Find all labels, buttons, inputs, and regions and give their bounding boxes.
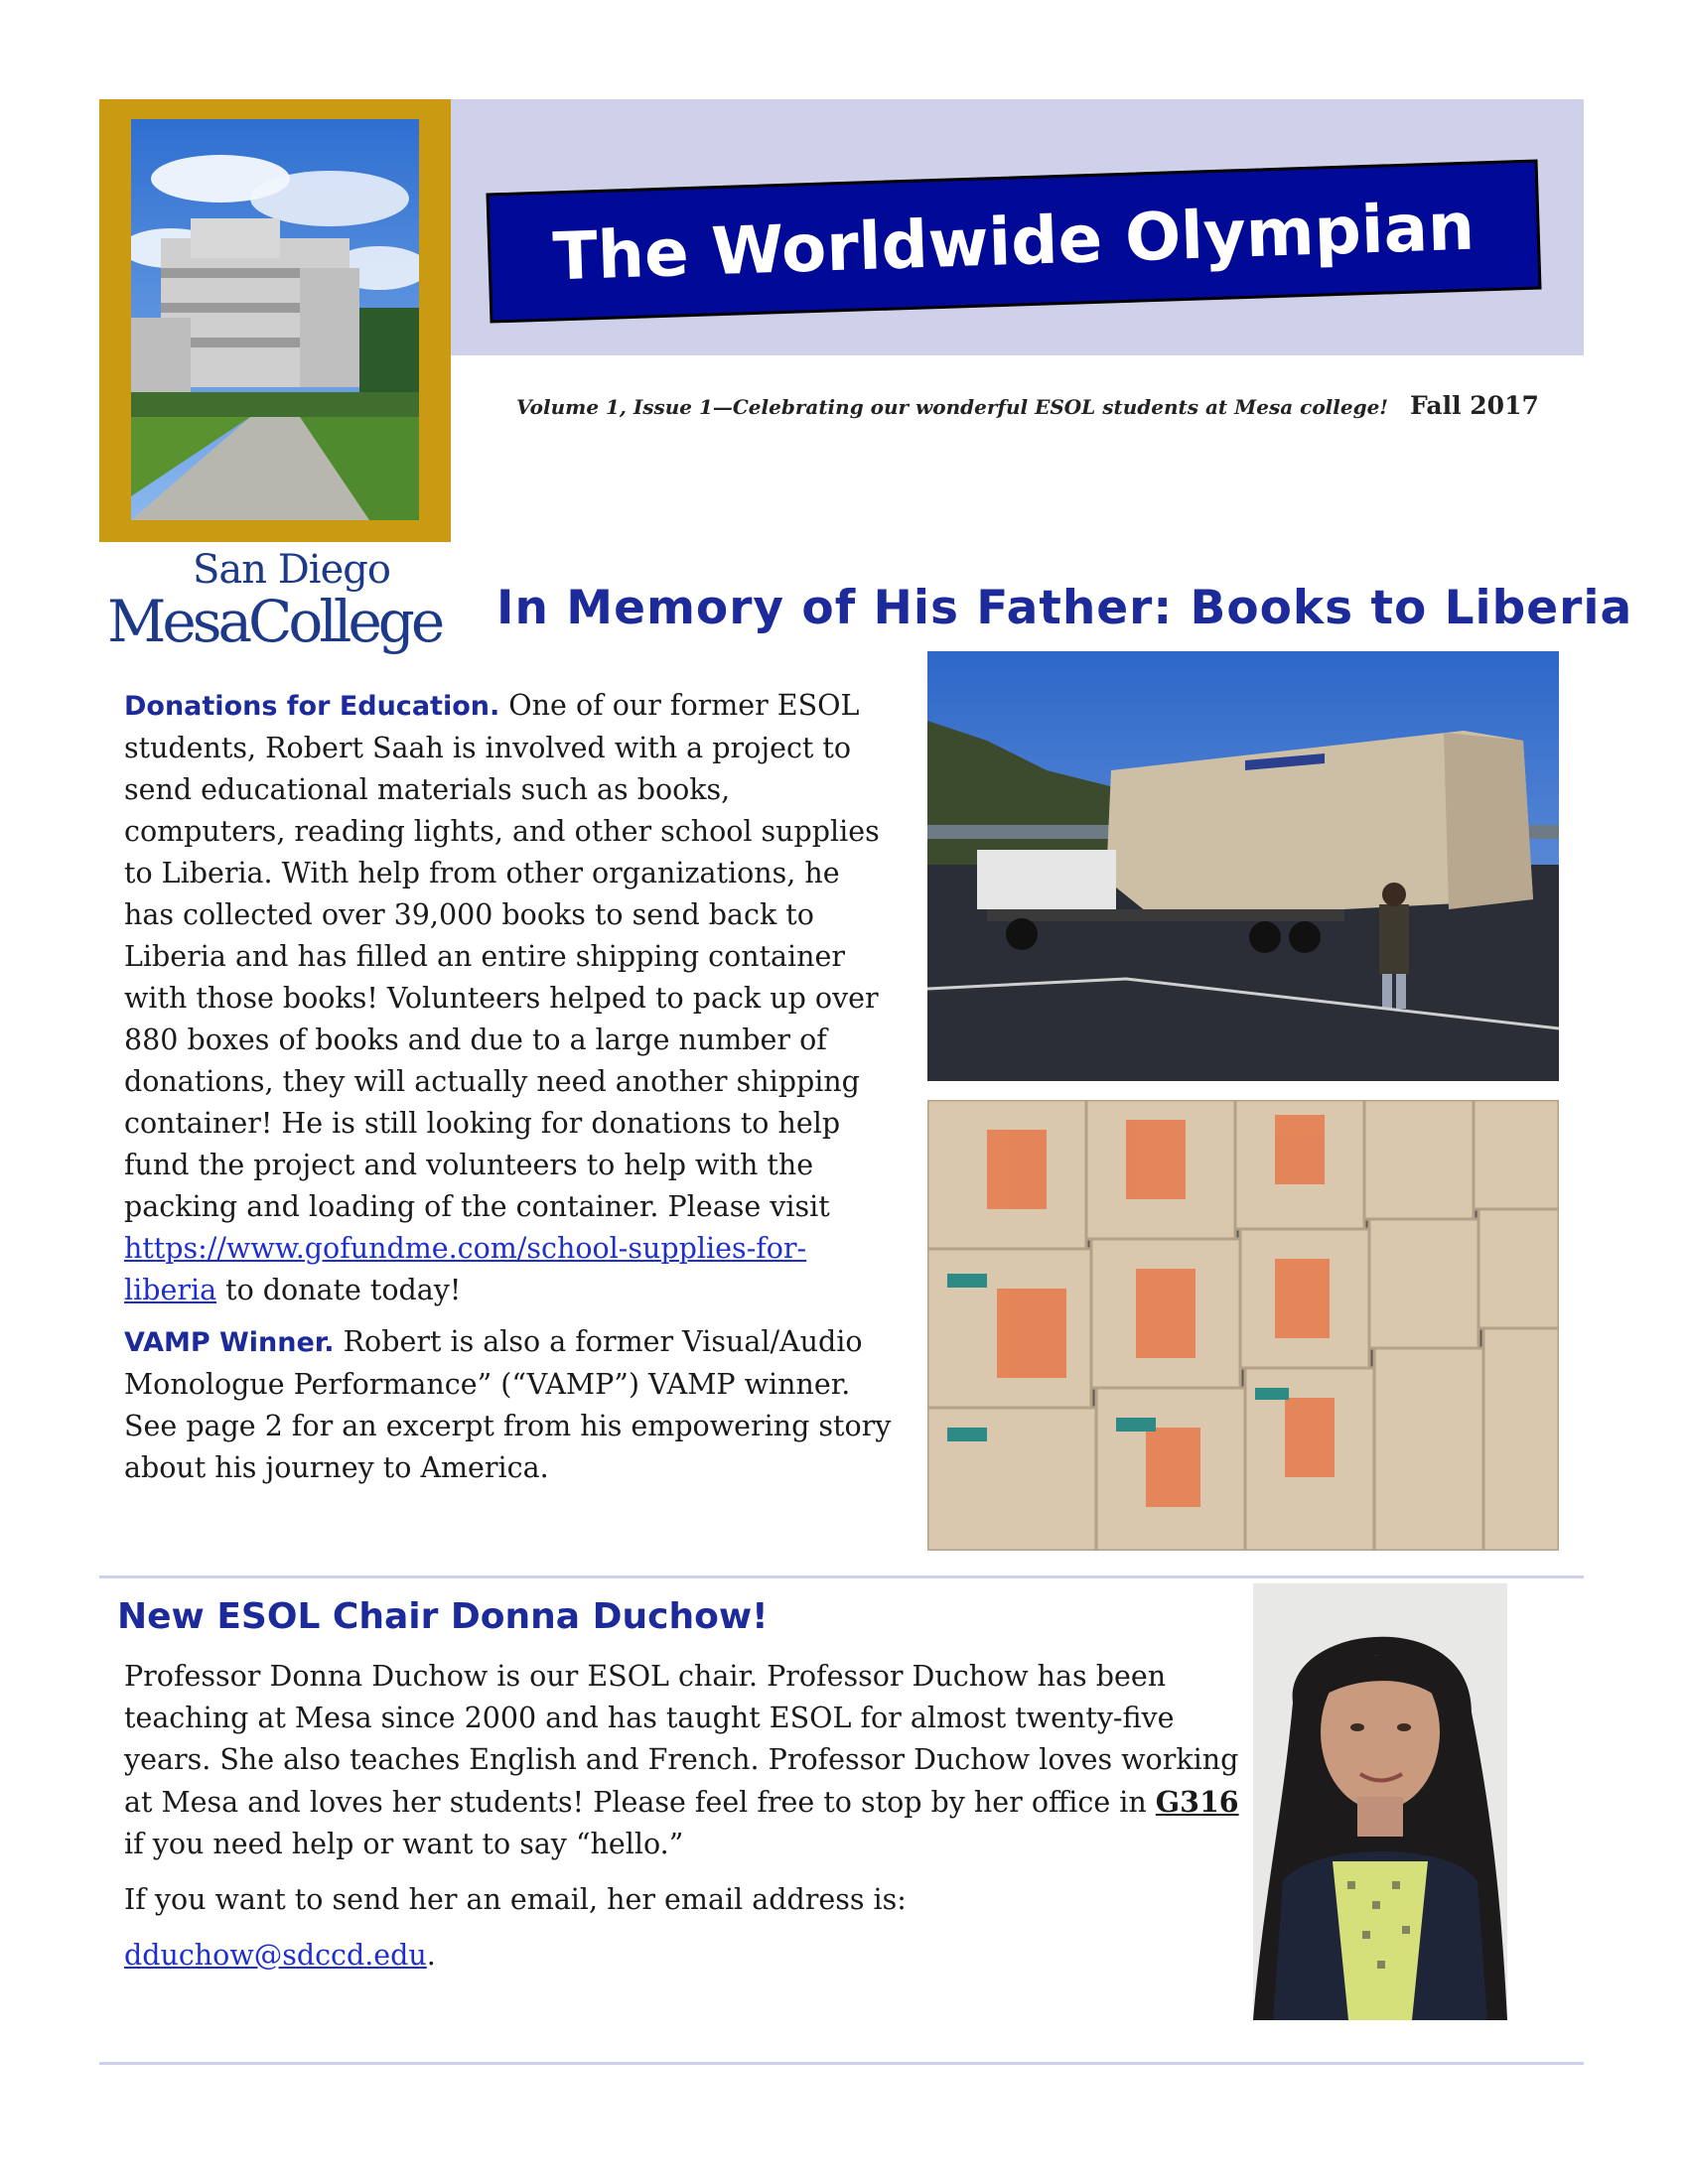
email-end: . bbox=[426, 1939, 436, 1972]
logo-line1: San Diego bbox=[193, 547, 390, 593]
gofundme-link[interactable]: https://www.gofundme.com/school-supplies-for-liberia bbox=[124, 1232, 807, 1306]
section-paragraph-3 bbox=[124, 1935, 1256, 1977]
paragraph-lead-donations: Donations for Education. bbox=[124, 691, 500, 722]
campus-building-photo bbox=[131, 119, 419, 520]
issue-subtitle: Volume 1, Issue 1—Celebrating our wonderful ESOL students at Mesa college! bbox=[516, 395, 1389, 419]
section-divider bbox=[99, 1575, 1584, 1578]
section-paragraph-1 bbox=[124, 1656, 1256, 1865]
logo-line2: MesaCollege bbox=[107, 588, 442, 655]
article-paragraph-2 bbox=[124, 1321, 894, 1489]
paragraph-lead-vamp: VAMP Winner. bbox=[124, 1327, 335, 1358]
office-number: G316 bbox=[1155, 1785, 1239, 1819]
issue-date: Fall 2017 bbox=[1410, 391, 1539, 420]
paragraph-text: Professor Donna Duchow is our ESOL chair. Professor Duchow has been teaching at Mesa since 2000 and has taught ESOL for almost twenty-five years. She also teaches English and French. Professor Duchow loves working at Mesa and loves her students! Please feel free to stop by her office in bbox=[124, 1660, 1239, 1819]
footer-divider bbox=[99, 2062, 1584, 2065]
truck-container-photo bbox=[927, 651, 1559, 1081]
section-title: New ESOL Chair Donna Duchow! bbox=[117, 1596, 769, 1637]
email-link[interactable]: dduchow@sdccd.edu bbox=[124, 1939, 427, 1972]
paragraph-text: Robert is also a former Visual/Audio Monologue Performance” (“VAMP”) VAMP winner. See page 2 for an excerpt from his empowering story about his journey to America. bbox=[124, 1325, 892, 1484]
paragraph-text: One of our former ESOL students, Robert Saah is involved with a project to send educational materials such as books, computers, reading lights, and other school supplies to Liberia. With help from other organizations, he has collected over 39,000 books to send back to Liberia and has filled an entire shipping container with those books! Volunteers helped to pack up over 880 boxes of books and due to a large number of donations, they will actually need another shipping container! He is still looking for donations to help fund the project and volunteers to help with the packing and loading of the container. Please visit bbox=[124, 689, 880, 1223]
book-boxes-photo bbox=[927, 1100, 1559, 1551]
paragraph-end: to donate today! bbox=[216, 1274, 462, 1306]
donna-duchow-portrait bbox=[1253, 1583, 1507, 2020]
article-body bbox=[124, 685, 894, 1499]
masthead-title: The Worldwide Olympian bbox=[551, 188, 1477, 296]
article-headline: In Memory of His Father: Books to Liberia bbox=[496, 581, 1633, 635]
section-paragraph-2: If you want to send her an email, her email address is: bbox=[124, 1883, 907, 1916]
section-body bbox=[124, 1656, 1256, 1990]
masthead-title-box bbox=[484, 157, 1544, 326]
article-paragraph-1 bbox=[124, 685, 894, 1311]
paragraph-text: if you need help or want to say “hello.” bbox=[124, 1828, 684, 1860]
college-logo bbox=[107, 548, 455, 655]
